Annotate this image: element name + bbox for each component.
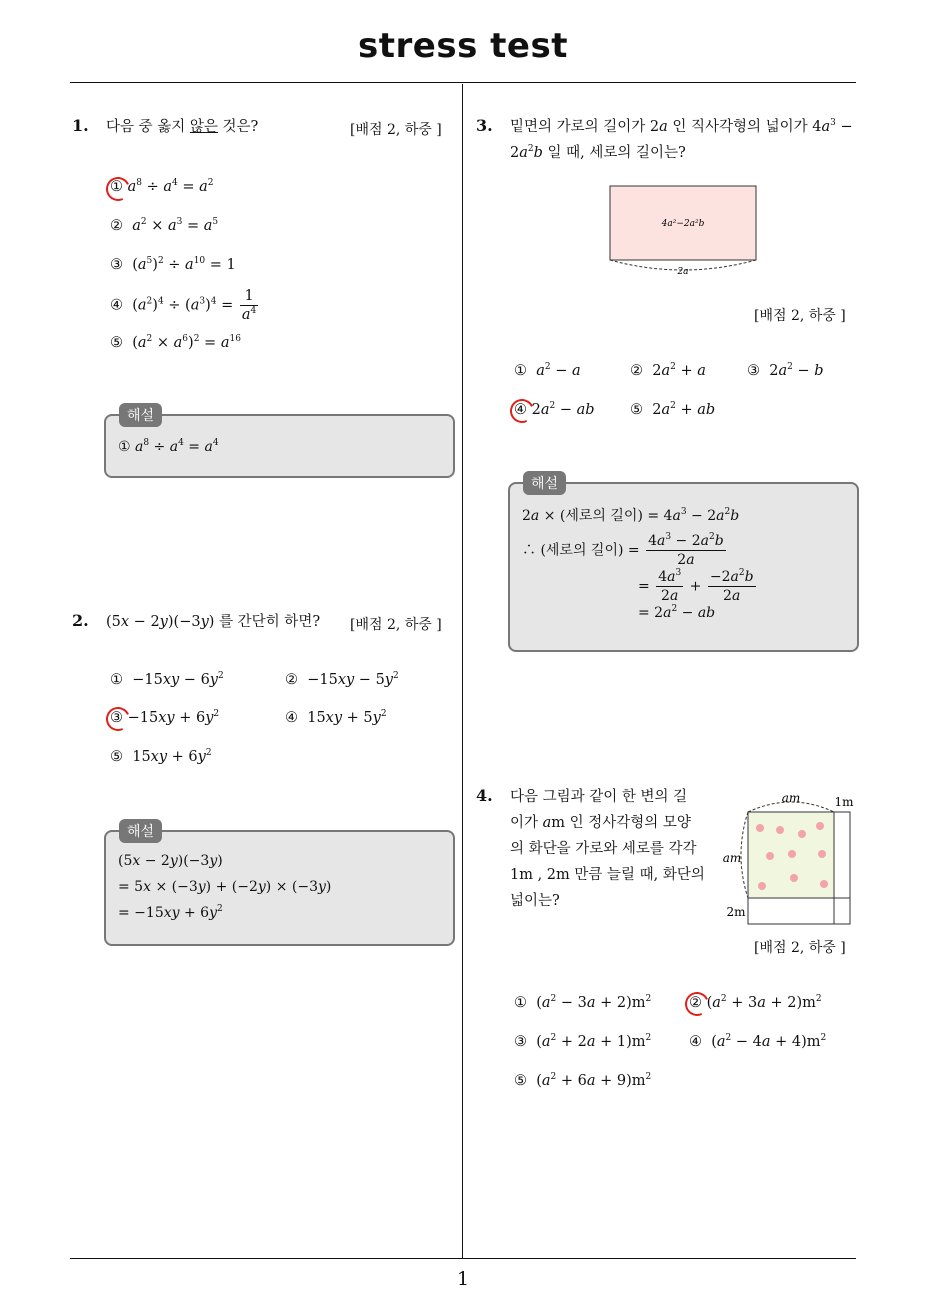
q4-line-1: 다음 그림과 같이 한 변의 길 xyxy=(510,789,688,805)
q3-text-c: 일 때, 세로의 길이는? xyxy=(547,145,686,161)
q3-option-4[interactable]: ④ $2a^2$ − ab xyxy=(514,401,595,418)
q2-option-4[interactable]: ④ $15xy + 5y^2$ xyxy=(285,709,387,726)
q3-area-label: 4a²−2a²b xyxy=(661,219,705,229)
q2-option-2[interactable]: ② $-15xy - 5y^2$ xyxy=(285,671,399,688)
column-divider xyxy=(462,84,463,1258)
bottom-rule xyxy=(70,1258,856,1259)
q2-option-5[interactable]: ⑤ $15xy + 6y^2$ xyxy=(110,748,212,765)
q2-number: 2. xyxy=(72,611,89,630)
q1-underlined: 않은 xyxy=(189,119,218,135)
q4-side-label: am xyxy=(722,851,742,865)
q3-solution-line3: = $\frac{4a^3}{2a}$ + $\frac{-2a^2b}{2a}$ xyxy=(638,568,754,604)
q4-line-4: 1m , 2m 만큼 늘릴 때, 화단의 xyxy=(510,867,705,883)
q2-points: [배점 2, 하중 ] xyxy=(350,617,442,633)
q1-question xyxy=(106,114,258,140)
q1-option-5[interactable]: ⑤ $(a^2 \times a^6)^2 = a^{16}$ xyxy=(110,334,241,351)
q4-number: 4. xyxy=(476,786,493,805)
q1-option-2[interactable]: ② $a^2 \times a^3 = a^5$ xyxy=(110,217,219,234)
q3-sol-text1: (세로의 길이) xyxy=(559,508,643,524)
q3-width-label: 2a xyxy=(677,267,689,277)
q3-option-1[interactable]: ① $a^2 - a$ xyxy=(514,362,581,379)
q4-garden-figure xyxy=(716,788,858,932)
q4-bottom-label: 2m xyxy=(726,905,746,919)
q2-question: (5x − 2y)(−3y) 를 간단히 하면? xyxy=(106,614,321,630)
q2-solution-text: (5x − 2y)(−3y) = 5x × (−3y) + (−2y) × (−3y) = $-15xy + 6y^2$ xyxy=(118,853,332,921)
q1-option-1[interactable]: ① $a^8 \div a^4 = a^2$ xyxy=(110,178,214,195)
q3-points: [배점 2, 하중 ] xyxy=(754,308,846,324)
q3-text-a: 밑면의 가로의 길이가 xyxy=(510,119,646,135)
q4-question: 다음 그림과 같이 한 변의 길 이가 am 인 정사각형의 모양 의 화단을 가로와 세로를 각각 1m , 2m 만큼 늘릴 때, 화단의 넓이는? xyxy=(510,789,705,909)
q1-solution-tag: 해설 xyxy=(119,403,162,427)
q3-solution-line4: = $2a^2$ − ab xyxy=(638,604,716,621)
q3-option-2[interactable]: ② $2a^2 + a$ xyxy=(630,362,706,379)
q4-right-label: 1m xyxy=(834,795,854,809)
q4-top-label: am xyxy=(781,791,801,805)
q3-text-b: 인 직사각형의 넓이가 xyxy=(672,119,808,135)
q3-question: 밑면의 가로의 길이가 2a 인 직사각형의 넓이가 $4a^3$ − $2a^2b$ 일 때, 세로의 길이는? xyxy=(510,118,853,161)
q3-number: 3. xyxy=(476,116,493,135)
page-title: stress test xyxy=(358,26,568,66)
q1-points: [배점 2, 하중 ] xyxy=(350,122,442,138)
q3-solution-line1: 2a × (세로의 길이) = $4a^3 - 2a^2b$ xyxy=(522,507,740,524)
q3-solution-line2: ∴ (세로의 길이) = $\frac{4a^3 - 2a^2b}{2a}$ xyxy=(522,532,724,568)
q4-option-1[interactable]: ① $(a^2 - 3a + 2)m^2$ xyxy=(514,994,652,1011)
q4-line-2a: 이가 xyxy=(510,815,539,831)
q3-rectangle-figure xyxy=(600,180,768,280)
q1-option-3[interactable]: ③ $(a^5)^2 \div a^{10} = 1$ xyxy=(110,256,236,273)
page-number: 1 xyxy=(456,1268,470,1290)
q4-line-2b: 인 정사각형의 모양 xyxy=(569,815,691,831)
q4-line-3: 의 화단을 가로와 세로를 각각 xyxy=(510,841,697,857)
q2-solution-tag: 해설 xyxy=(119,819,162,843)
q4-line-5: 넓이는? xyxy=(510,893,560,909)
q1-number: 1. xyxy=(72,116,89,135)
q1-option-4[interactable]: ④ $(a^2)^4 \div (a^3)^4$ = $\frac{1}{a^4}$ xyxy=(110,288,257,323)
q2-option-1[interactable]: ① $-15xy - 6y^2$ xyxy=(110,671,224,688)
q1-text: 다음 중 옳지 xyxy=(106,119,190,135)
q4-option-4[interactable]: ④ $(a^2 - 4a + 4)m^2$ xyxy=(689,1033,827,1050)
q4-option-2[interactable]: ② $(a^2 + 3a + 2)m^2$ xyxy=(689,994,822,1011)
q4-option-3[interactable]: ③ $(a^2 + 2a + 1)m^2$ xyxy=(514,1033,652,1050)
q3-sol-text2: ∴ (세로의 길이) xyxy=(522,542,624,559)
q1-text-end: 것은? xyxy=(217,119,259,135)
q2-text: 를 간단히 하면? xyxy=(219,614,321,630)
q4-option-5[interactable]: ⑤ $(a^2 + 6a + 9)m^2$ xyxy=(514,1072,652,1089)
q3-option-5[interactable]: ⑤ $2a^2$ + ab xyxy=(630,401,716,418)
q1-solution-text: ① $a^8 \div a^4 = a^4$ xyxy=(118,438,219,455)
q4-points: [배점 2, 하중 ] xyxy=(754,940,846,956)
q3-solution-tag: 해설 xyxy=(523,471,566,495)
top-rule xyxy=(70,82,856,83)
q3-option-3[interactable]: ③ $2a^2 - b$ xyxy=(747,362,824,379)
q4-side-brace xyxy=(741,812,748,898)
q2-option-3[interactable]: ③ $-15xy + 6y^2$ xyxy=(110,709,220,726)
